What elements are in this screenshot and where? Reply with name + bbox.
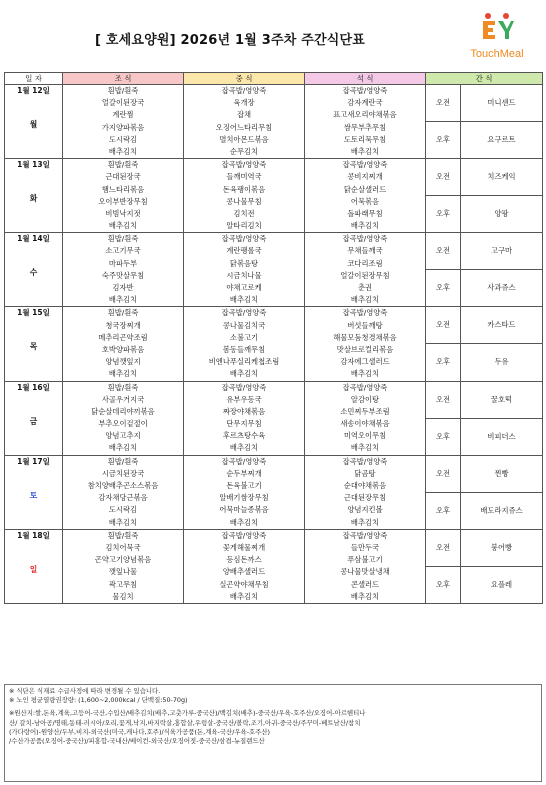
origin-line: (가다랑어)-원양산/두부,비지-외국산(미국,캐나다,호주)/식육가공품(돈,계육-국산/우육-호주산) — [9, 727, 271, 736]
lunch-dish: 들깨미역국 — [226, 172, 262, 182]
lunch-dish: 오징어느타리무침 — [215, 122, 273, 132]
breakfast-dish: 김자반 — [112, 283, 134, 292]
dinner-dish: 배추김치 — [350, 369, 380, 379]
breakfast-dish: 시금치된장국 — [101, 468, 145, 478]
lunch-dish: 단무지무침 — [226, 419, 262, 429]
breakfast-dish: 곤약고기양념볶음 — [94, 555, 152, 565]
logo-text: TouchMeal — [470, 48, 524, 60]
note-line: ※ 노인 평균열량권장량: (1,600~2,000kcal / 단백질:50-70g) — [9, 696, 188, 705]
breakfast-cell — [63, 159, 184, 233]
breakfast-dish: 햄느타리볶음 — [101, 184, 145, 194]
breakfast-dish: 비빔낙지젓 — [105, 208, 141, 218]
dinner-dish: 푸삼불고기 — [347, 555, 383, 565]
breakfast-dish: 배추김치 — [108, 517, 138, 527]
day-cell — [5, 455, 63, 529]
breakfast-cell — [63, 233, 184, 307]
lunch-dish: 잡곡밥/영양죽 — [221, 530, 267, 540]
day-date: 1월 18일 — [17, 530, 50, 540]
snack-am-label: 오전 — [426, 307, 461, 344]
breakfast-dish: 곽고무침 — [108, 579, 138, 589]
snack-am-item: 카스타드 — [461, 307, 543, 344]
lunch-dish: 돈육불고기 — [226, 481, 262, 490]
lunch-dish: 꽃게해물찌개 — [222, 542, 266, 552]
day-row — [5, 381, 543, 418]
dinner-dish: 배추김치 — [350, 221, 380, 231]
dinner-dish: 들만두국 — [350, 542, 380, 552]
lunch-dish: 짜장야채볶음 — [222, 406, 266, 416]
dinner-dish: 어묵볶음 — [350, 196, 380, 206]
breakfast-dish: 참치양배추곤소스볶음 — [87, 481, 159, 490]
snack-pm-item: 두유 — [461, 344, 543, 381]
day-cell — [5, 85, 63, 159]
day-weekday: 금 — [29, 416, 38, 426]
snack-am-label: 오전 — [426, 455, 461, 492]
dinner-dish: 춘권 — [357, 283, 373, 292]
lunch-dish: 배추김치 — [229, 369, 259, 379]
dinner-dish: 콩나물맛살냉채 — [340, 567, 390, 577]
snack-pm-item: 요플레 — [461, 566, 543, 603]
breakfast-dish: 도시락김 — [108, 134, 138, 144]
snack-pm-label: 오후 — [426, 344, 461, 381]
lunch-dish: 배추김치 — [229, 443, 259, 453]
breakfast-dish: 마파두부 — [108, 258, 138, 268]
table-header-row — [5, 73, 543, 85]
note-line: ※ 식단은 식재료 수급사정에 따라 변경될 수 있습니다. — [9, 687, 161, 695]
day-date: 1월 12일 — [17, 86, 50, 95]
breakfast-dish: 오이부반장무침 — [98, 196, 148, 206]
lunch-dish: 등심돈까스 — [226, 555, 262, 565]
breakfast-cell — [63, 455, 184, 529]
day-weekday: 화 — [29, 194, 38, 204]
header-dinner: 석 식 — [305, 73, 426, 85]
lunch-dish: 유부우동국 — [226, 394, 262, 404]
lunch-dish: 비엔나푸실리케첩조림 — [208, 357, 280, 367]
lunch-dish: 잡곡밥/영양죽 — [221, 456, 267, 466]
dinner-dish: 잡곡밥/영양죽 — [342, 308, 388, 318]
origin-line: ※원산지:쌀,돈육,계육,고등어-국산,수입산/배추김치(배추,고춧가루-중국산)/백김치(배추)-중국산/우육-호주산/오징어-아르헨티나 — [9, 709, 366, 718]
weekly-menu-table — [4, 72, 543, 604]
snack-am-item: 붕어빵 — [461, 529, 543, 566]
lunch-cell — [184, 233, 305, 307]
lunch-cell — [184, 159, 305, 233]
dinner-dish: 배추김치 — [350, 517, 380, 527]
breakfast-dish: 흰밥/흰죽 — [107, 160, 139, 170]
notes-footer — [4, 684, 542, 782]
lunch-dish: 어묵마늘종볶음 — [219, 505, 269, 515]
breakfast-dish: 배추김치 — [108, 295, 138, 305]
dinner-dish: 잡곡밥/영양죽 — [342, 456, 388, 466]
lunch-cell — [184, 307, 305, 381]
lunch-dish: 양배추샐러드 — [222, 567, 266, 577]
snack-am-label: 오전 — [426, 85, 461, 122]
origin-line: /수산가공품(오징어-중국산)/피홍합-국내산/베이컨-외국산/오징어젓-중국산/삼겹-뉴질랜드산 — [9, 737, 265, 746]
breakfast-dish: 배추김치 — [108, 369, 138, 379]
snack-pm-item: 사과쥬스 — [461, 270, 543, 307]
breakfast-dish: 얼갈이된장국 — [101, 98, 145, 108]
day-date: 1월 13일 — [17, 160, 50, 170]
breakfast-dish: 계란찜 — [112, 110, 134, 120]
breakfast-dish: 흰밥/흰죽 — [107, 86, 139, 95]
day-date: 1월 15일 — [17, 308, 50, 318]
snack-pm-label: 오후 — [426, 418, 461, 455]
breakfast-dish: 김치어묵국 — [105, 542, 141, 552]
day-cell — [5, 307, 63, 381]
snack-am-item: 고구마 — [461, 233, 543, 270]
breakfast-cell — [63, 307, 184, 381]
breakfast-cell — [63, 381, 184, 455]
lunch-cell — [184, 529, 305, 603]
breakfast-dish: 닭순살데리야끼볶음 — [91, 406, 155, 416]
breakfast-dish: 배추김치 — [108, 443, 138, 453]
header-snack: 간 식 — [426, 73, 543, 85]
breakfast-dish: 깻잎나물 — [108, 567, 138, 577]
dinner-dish: 미역오이무침 — [343, 431, 387, 441]
snack-pm-label: 오후 — [426, 492, 461, 529]
breakfast-dish: 사골우거지국 — [101, 394, 145, 404]
lunch-dish: 돈육팽이볶음 — [222, 184, 266, 194]
lunch-dish: 잡곡밥/영양죽 — [221, 382, 267, 392]
breakfast-dish: 청국장찌개 — [105, 320, 141, 330]
dinner-dish: 순대야채볶음 — [343, 481, 387, 490]
breakfast-dish: 배추김치 — [108, 146, 138, 156]
dinner-dish: 감자에그샐러드 — [340, 357, 390, 367]
lunch-dish: 순무김치 — [229, 146, 259, 156]
dinner-dish: 감자계란국 — [347, 98, 383, 108]
lunch-dish: 실곤약야채무침 — [219, 579, 269, 589]
lunch-dish: 봄동들깨무침 — [222, 344, 266, 354]
day-row — [5, 529, 543, 566]
snack-am-item: 치즈케익 — [461, 159, 543, 196]
day-cell — [5, 529, 63, 603]
dinner-dish: 소민찌두부조림 — [340, 406, 390, 416]
header-day: 일 자 — [5, 73, 63, 85]
dinner-dish: 콘샐러드 — [350, 579, 380, 589]
breakfast-dish: 감자채당근볶음 — [98, 493, 148, 503]
day-weekday: 수 — [29, 268, 38, 278]
dinner-dish: 잡곡밥/영양죽 — [342, 530, 388, 540]
breakfast-dish: 흰밥/흰죽 — [107, 234, 139, 244]
breakfast-dish: 도시락김 — [108, 505, 138, 515]
lunch-dish: 배추김치 — [229, 517, 259, 527]
lunch-dish: 닭볶음탕 — [229, 258, 259, 268]
breakfast-cell — [63, 85, 184, 159]
dinner-dish: 맛살브로컬리볶음 — [336, 344, 394, 354]
dinner-dish: 새송이야채볶음 — [340, 419, 390, 429]
breakfast-cell — [63, 529, 184, 603]
day-weekday: 일 — [29, 564, 38, 574]
day-cell — [5, 233, 63, 307]
dinner-cell — [305, 529, 426, 603]
lunch-dish: 잡곡밥/영양죽 — [221, 86, 267, 95]
lunch-dish: 시금치나물 — [226, 270, 262, 280]
breakfast-dish: 물김치 — [112, 591, 134, 601]
lunch-dish: 콩나물김치국 — [222, 320, 266, 330]
snack-am-item: 미니샌드 — [461, 85, 543, 122]
breakfast-dish: 가지양파볶음 — [101, 122, 145, 132]
day-date: 1월 16일 — [17, 382, 50, 392]
dinner-dish: 근대된장무침 — [343, 493, 387, 503]
lunch-cell — [184, 85, 305, 159]
dinner-dish: 잡곡밥/영양죽 — [342, 86, 388, 95]
breakfast-dish: 근대된장국 — [105, 172, 141, 182]
day-date: 1월 14일 — [17, 234, 50, 244]
dinner-cell — [305, 455, 426, 529]
day-date: 1월 17일 — [17, 456, 50, 466]
snack-pm-item: 요구르트 — [461, 122, 543, 159]
dinner-cell — [305, 381, 426, 455]
dinner-dish: 도토리묵무침 — [343, 134, 387, 144]
dinner-dish: 잡곡밥/영양죽 — [342, 160, 388, 170]
breakfast-dish: 흰밥/흰죽 — [107, 456, 139, 466]
day-cell — [5, 159, 63, 233]
lunch-dish: 배추김치 — [229, 591, 259, 601]
page-title: [ 호세요양원] 2026년 1월 3주차 주간식단표 — [95, 32, 365, 48]
lunch-dish: 김치전 — [233, 208, 255, 218]
lunch-dish: 잡곡밥/영양죽 — [221, 234, 267, 244]
lunch-cell — [184, 455, 305, 529]
breakfast-dish: 흰밥/흰죽 — [107, 382, 139, 392]
lunch-dish: 잡곡밥/영양죽 — [221, 308, 267, 318]
snack-pm-item: 배도라지쥬스 — [461, 492, 543, 529]
dinner-dish: 표고새오리야채볶음 — [333, 110, 397, 120]
breakfast-dish: 소고기무국 — [105, 246, 141, 256]
breakfast-dish: 흰밥/흰죽 — [107, 530, 139, 540]
dinner-dish: 배추김치 — [350, 146, 380, 156]
snack-pm-label: 오후 — [426, 270, 461, 307]
snack-pm-item: 비피더스 — [461, 418, 543, 455]
breakfast-dish: 양념깻잎지 — [105, 357, 141, 367]
dinner-dish: 쌈무부추무침 — [343, 122, 387, 132]
snack-am-item: 찐빵 — [461, 455, 543, 492]
dinner-dish: 해물모둠청경채볶음 — [333, 332, 397, 342]
lunch-dish: 육개장 — [233, 98, 255, 108]
snack-am-label: 오전 — [426, 159, 461, 196]
breakfast-dish: 양념고추지 — [105, 431, 141, 441]
dinner-dish: 닭곰탕 — [354, 468, 376, 478]
dinner-dish: 배추김치 — [350, 443, 380, 453]
snack-am-item: 꿀호떡 — [461, 381, 543, 418]
header-breakfast: 조 식 — [63, 73, 184, 85]
logo-person-icon — [480, 12, 514, 42]
dinner-dish: 무채들깨국 — [347, 246, 383, 256]
dinner-dish: 코다리조림 — [347, 258, 383, 268]
day-cell — [5, 381, 63, 455]
header-lunch: 중 식 — [184, 73, 305, 85]
day-row — [5, 307, 543, 344]
day-row — [5, 159, 543, 196]
lunch-dish: 야채고로케 — [226, 283, 262, 292]
dinner-dish: 잡곡밥/영양죽 — [342, 382, 388, 392]
touchmeal-logo — [452, 12, 542, 66]
dinner-dish: 얼갈이된장무침 — [340, 270, 390, 280]
dinner-cell — [305, 159, 426, 233]
dinner-dish: 배추김치 — [350, 295, 380, 305]
day-weekday: 목 — [29, 342, 38, 352]
day-row — [5, 455, 543, 492]
lunch-dish: 소불고기 — [229, 332, 259, 342]
snack-am-label: 오전 — [426, 529, 461, 566]
snack-pm-label: 오후 — [426, 196, 461, 233]
origin-line: 산/ 갈치-남아공/명태,동태-러시아/오리,꽃게,낙지,바지락살,홍합살,우렁살-중국산/볼락,조기,아귀-중국산/주꾸미-베트남산/참치 — [9, 718, 361, 727]
lunch-dish: 잡채 — [236, 110, 252, 120]
day-row — [5, 85, 543, 122]
lunch-dish: 멸치아몬드볶음 — [219, 134, 269, 144]
breakfast-dish: 호박양파볶음 — [101, 344, 145, 354]
snack-pm-label: 오후 — [426, 566, 461, 603]
dinner-cell — [305, 85, 426, 159]
day-weekday: 월 — [29, 120, 38, 129]
snack-pm-item: 양팡 — [461, 196, 543, 233]
lunch-dish: 콩나물무침 — [226, 196, 262, 206]
dinner-dish: 잡곡밥/영양죽 — [342, 234, 388, 244]
lunch-dish: 알타리김치 — [226, 221, 262, 231]
day-row — [5, 233, 543, 270]
dinner-cell — [305, 233, 426, 307]
lunch-dish: 배추김치 — [229, 295, 259, 305]
dinner-dish: 콩비지찌개 — [347, 172, 383, 182]
dinner-dish: 알감이탕 — [350, 394, 380, 404]
breakfast-dish: 배추김치 — [108, 221, 138, 231]
day-weekday: 토 — [29, 490, 38, 500]
dinner-dish: 배추김치 — [350, 591, 380, 601]
lunch-dish: 잡곡밥/영양죽 — [221, 160, 267, 170]
lunch-dish: 계란팽롤국 — [226, 246, 262, 256]
snack-pm-label: 오후 — [426, 122, 461, 159]
dinner-dish: 돌파래무침 — [347, 208, 383, 218]
lunch-cell — [184, 381, 305, 455]
breakfast-dish: 흰밥/흰죽 — [107, 308, 139, 318]
dinner-dish: 버섯들깨탕 — [347, 320, 383, 330]
snack-am-label: 오전 — [426, 381, 461, 418]
snack-am-label: 오전 — [426, 233, 461, 270]
dinner-dish: 양념지킨볼 — [347, 505, 383, 515]
lunch-dish: 후르츠탕수육 — [222, 431, 266, 441]
lunch-dish: 순두부찌개 — [226, 468, 262, 478]
dinner-cell — [305, 307, 426, 381]
dinner-dish: 닭순살샐러드 — [343, 184, 387, 194]
breakfast-dish: 숙주맛살무침 — [101, 270, 145, 280]
breakfast-dish: 메추리곤약조림 — [98, 332, 148, 342]
breakfast-dish: 부추오이겉절이 — [98, 419, 148, 429]
lunch-dish: 알배기쌈장무침 — [219, 493, 269, 503]
